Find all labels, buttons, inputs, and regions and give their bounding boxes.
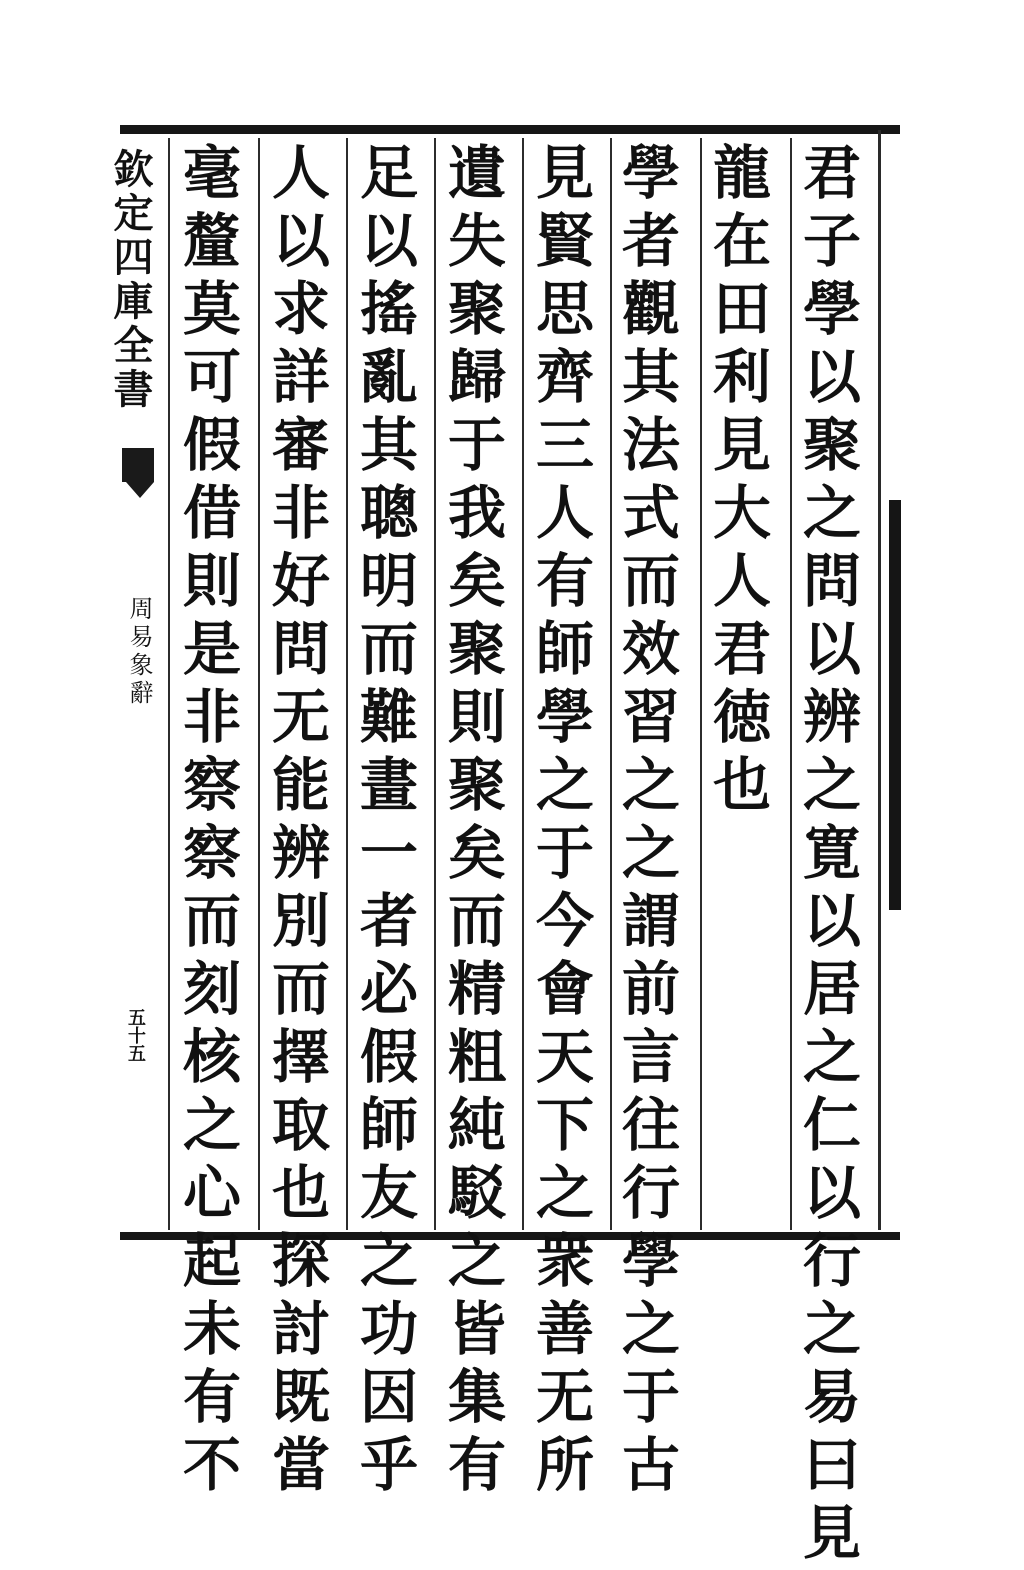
text-column-6: 足以搖亂其聰明而難畫一者必假師友之功因乎 bbox=[350, 142, 418, 1502]
text-column-4: 見賢思齊三人有師學之于今會天下之衆善无所 bbox=[526, 142, 594, 1502]
text-column-5: 遺失聚歸于我矣聚則聚矣而精粗純駁之皆集有 bbox=[438, 142, 506, 1502]
column-divider bbox=[258, 138, 260, 1230]
margin-chapter-title: 周易象辭 bbox=[125, 596, 153, 708]
text-column-8: 毫釐莫可假借則是非察察而刻核之心起未有不 bbox=[173, 142, 241, 1502]
binding-edge-bar bbox=[889, 500, 901, 910]
column-divider bbox=[346, 138, 348, 1230]
text-column-2: 龍在田利見大人君徳也 bbox=[703, 142, 771, 822]
column-divider bbox=[168, 138, 170, 1230]
column-divider bbox=[522, 138, 524, 1230]
margin-book-title: 欽定四庫全書 bbox=[107, 148, 154, 412]
column-divider bbox=[700, 138, 702, 1230]
text-column-1: 君子學以聚之問以辨之寛以居之仁以行之易曰見 bbox=[793, 142, 861, 1570]
text-column-7: 人以求詳審非好問无能辨別而擇取也探討既當 bbox=[262, 142, 330, 1502]
column-divider bbox=[434, 138, 436, 1230]
top-border-rule bbox=[120, 125, 900, 134]
margin-page-number: 五十五 bbox=[125, 1008, 146, 1062]
column-divider bbox=[790, 138, 792, 1230]
right-border-rule bbox=[878, 130, 881, 1230]
fishtail-mark bbox=[122, 448, 154, 482]
text-column-3: 學者觀其法式而效習之之謂前言往行學之于古 bbox=[612, 142, 680, 1502]
